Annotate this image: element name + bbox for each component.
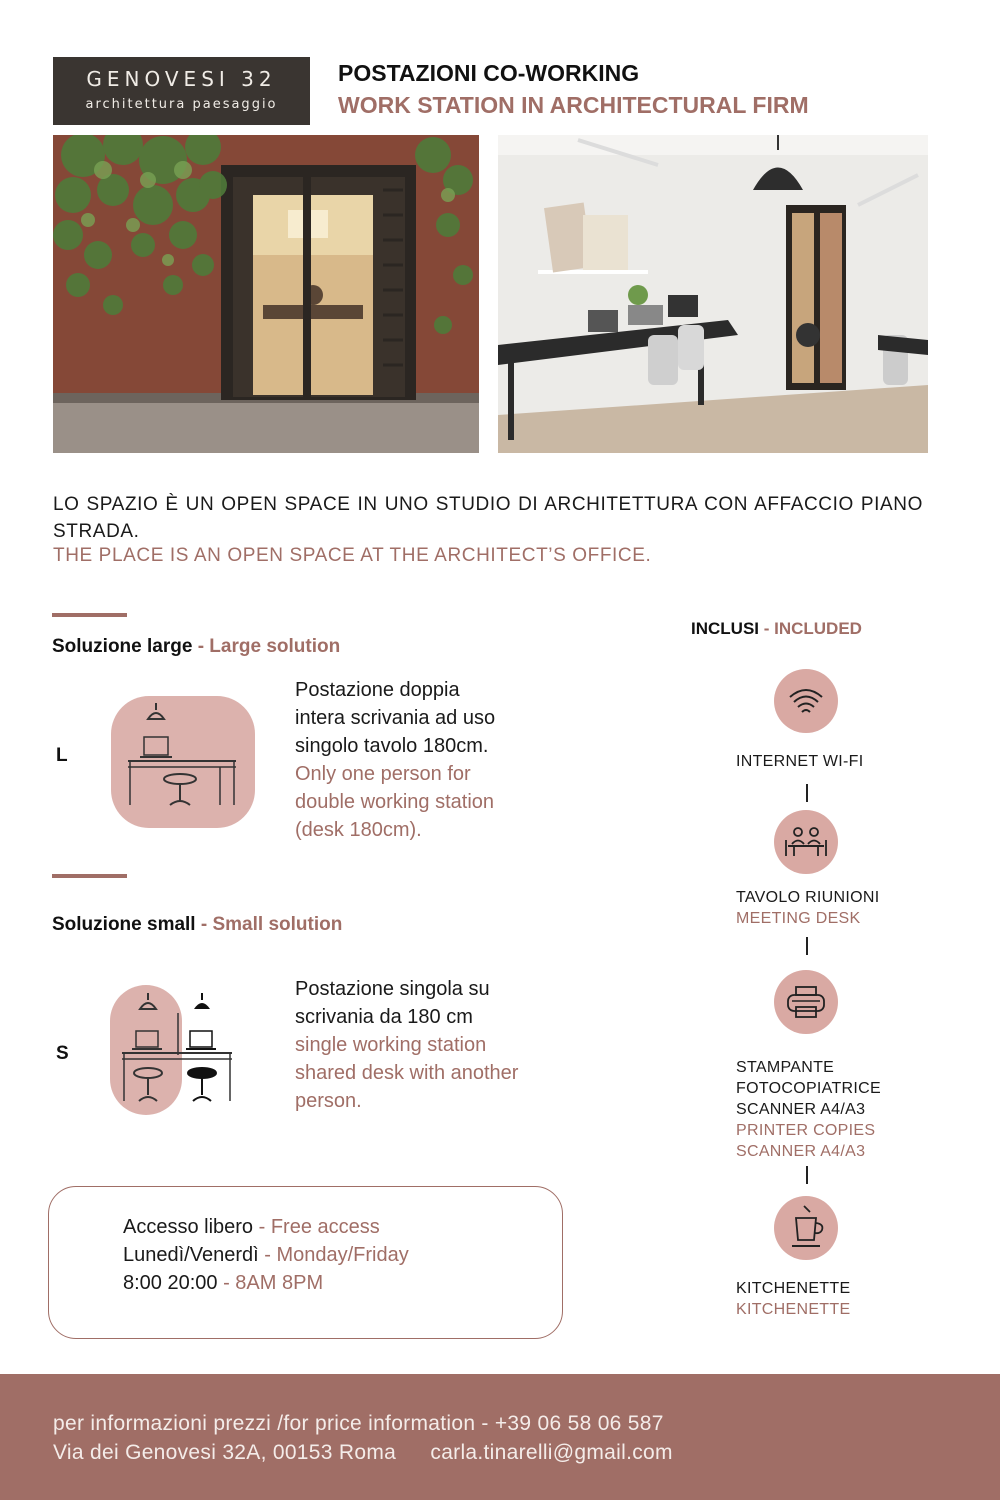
access-line-2 [123, 1244, 409, 1267]
small-solution-title [52, 914, 342, 936]
large-size-letter: L [56, 745, 68, 766]
included-printer-label-en-1: PRINTER COPIES [736, 1122, 876, 1139]
footer-price-info: per informazioni prezzi /for price information - +39 06 58 06 587 [53, 1412, 664, 1435]
access-line-1-en: - Free access [258, 1216, 380, 1238]
access-line-2-en: - Monday/Friday [264, 1244, 409, 1266]
printer-icon [774, 970, 838, 1034]
access-line-1 [123, 1216, 380, 1239]
office-illustration [498, 135, 928, 453]
included-kitchenette-label-it: KITCHENETTE [736, 1280, 851, 1297]
storefront-illustration [53, 135, 479, 453]
coffee-cup-icon [774, 1196, 838, 1260]
large-solution-title [52, 636, 340, 658]
included-separator [806, 784, 808, 802]
included-item-wifi [736, 751, 863, 772]
access-line-3-it: 8:00 20:00 [123, 1272, 218, 1294]
large-desk-icon [108, 693, 258, 831]
access-line-3-en: - 8AM 8PM [223, 1272, 324, 1294]
included-title [691, 619, 862, 639]
small-desc-en-3: person. [295, 1090, 362, 1112]
access-line-3 [123, 1272, 323, 1295]
small-desc-it-2: scrivania da 180 cm [295, 1006, 473, 1028]
office-interior-photo [498, 135, 928, 453]
small-title-en: - Small solution [200, 914, 343, 935]
included-meeting-label-en: MEETING DESK [736, 910, 861, 927]
included-printer-label-en-2: SCANNER A4/A3 [736, 1143, 866, 1160]
included-kitchenette-label-en: KITCHENETTE [736, 1301, 851, 1318]
meeting-table-icon [774, 810, 838, 874]
divider-small [52, 874, 127, 878]
included-separator [806, 937, 808, 955]
small-desk-icon [108, 983, 234, 1117]
large-desc-it-1: Postazione doppia [295, 679, 460, 701]
footer-address-line [53, 1441, 673, 1465]
large-title-it: Soluzione large [52, 636, 193, 657]
brand-logo [53, 57, 310, 125]
large-desc-it-3: singolo tavolo 180cm. [295, 735, 489, 757]
included-separator [806, 1166, 808, 1184]
small-description [295, 975, 518, 1115]
included-item-printer [736, 1057, 881, 1162]
page-subtitle: WORK STATION IN ARCHITECTURAL FIRM [338, 92, 809, 118]
access-line-2-it: Lunedì/Venerdì [123, 1244, 259, 1266]
page-title: POSTAZIONI CO-WORKING [338, 60, 640, 86]
included-meeting-label-it: TAVOLO RIUNIONI [736, 889, 880, 906]
access-hours-box [48, 1186, 563, 1339]
contact-footer [0, 1374, 1000, 1500]
small-desc-it-1: Postazione singola su [295, 978, 490, 1000]
included-title-it: INCLUSI [691, 619, 759, 638]
logo-subtitle: architettura paesaggio [85, 97, 278, 112]
small-title-it: Soluzione small [52, 914, 196, 935]
included-printer-label-it-2: FOTOCOPIATRICE [736, 1080, 881, 1097]
large-desc-it-2: intera scrivania ad uso [295, 707, 496, 729]
included-item-kitchenette [736, 1278, 850, 1320]
large-desc-en-2: double working station [295, 791, 495, 813]
intro-english: THE PLACE IS AN OPEN SPACE AT THE ARCHITECT’S OFFICE. [53, 545, 652, 566]
small-size-letter: S [56, 1043, 69, 1064]
included-wifi-label: INTERNET WI-FI [736, 753, 864, 770]
included-title-en: - INCLUDED [763, 619, 862, 638]
logo-name: GENOVESI 32 [86, 67, 277, 91]
footer-email-link[interactable]: carla.tinarelli@gmail.com [430, 1441, 673, 1464]
footer-address: Via dei Genovesi 32A, 00153 Roma [53, 1441, 397, 1464]
storefront-photo [53, 135, 479, 453]
large-title-en: - Large solution [197, 636, 341, 657]
access-line-1-it: Accesso libero [123, 1216, 254, 1238]
divider-large [52, 613, 127, 617]
intro-italian: LO SPAZIO È UN OPEN SPACE IN UNO STUDIO DI ARCHITETTURA CON AFFACCIO PIANO STRADA. [53, 494, 923, 542]
small-desc-en-1: single working station [295, 1034, 487, 1056]
included-printer-label-it-3: SCANNER A4/A3 [736, 1101, 866, 1118]
wifi-icon [774, 669, 838, 733]
large-desc-en-3: (desk 180cm). [295, 819, 422, 841]
large-desc-en-1: Only one person for [295, 763, 471, 785]
included-item-meeting [736, 887, 879, 929]
included-printer-label-it-1: STAMPANTE [736, 1059, 835, 1076]
small-desc-en-2: shared desk with another [295, 1062, 519, 1084]
large-description [295, 676, 495, 844]
